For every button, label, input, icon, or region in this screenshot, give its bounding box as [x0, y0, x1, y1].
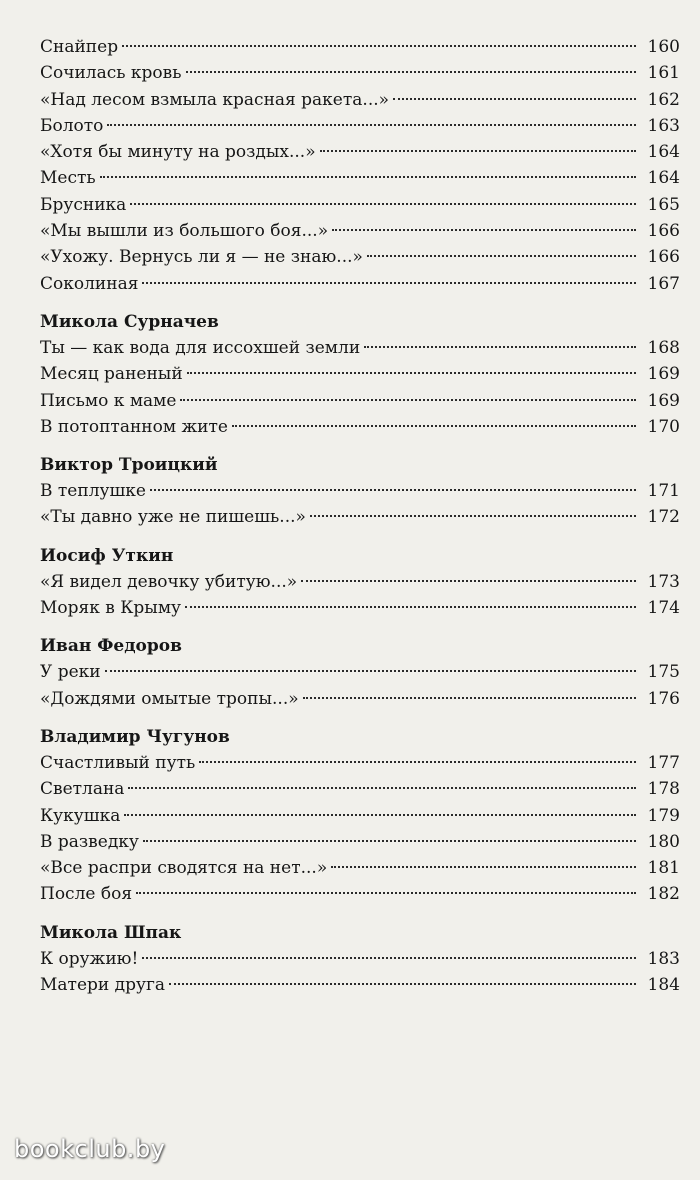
entry-title: Снайпер [40, 37, 119, 57]
dot-leader [180, 399, 636, 401]
page-number: 183 [647, 948, 680, 969]
entry-title: «Ухожу. Вернусь ли я — не знаю...» [40, 247, 363, 268]
entry-title: «Все распри сводятся на нет...» [40, 858, 328, 879]
entry-title: Матери друга [40, 975, 166, 996]
toc-entry [40, 218, 680, 244]
toc-entry [40, 388, 680, 414]
entry-title: Кукушка [40, 805, 121, 826]
dot-leader [124, 814, 636, 816]
entry-title: «Дождями омытые тропы...» [40, 688, 299, 709]
page-number: 171 [647, 481, 680, 502]
dot-leader [169, 983, 636, 985]
page-number: 175 [647, 662, 680, 683]
dot-leader [393, 98, 636, 100]
entry-title: «Над лесом взмыла красная ракета...» [40, 89, 390, 110]
entry-title: Соколиная [40, 273, 139, 294]
dot-leader [100, 176, 636, 178]
dot-leader [143, 840, 636, 842]
page-number: 180 [647, 831, 680, 852]
toc-entry [40, 192, 680, 218]
author-heading: Микола Шпак [40, 922, 182, 943]
author-heading: Микола Сурначев [40, 311, 219, 332]
author-heading: Иосиф Уткин [40, 545, 174, 566]
dot-leader [199, 761, 636, 763]
page-number: 162 [647, 89, 680, 110]
toc-entry [40, 60, 680, 86]
entry-title: Счастливый путь [40, 752, 196, 773]
toc-entry [40, 776, 680, 802]
page-number: 169 [647, 390, 680, 411]
dot-leader [232, 425, 636, 427]
toc-entry [40, 113, 680, 139]
dot-leader [150, 489, 636, 491]
dot-leader [142, 282, 636, 284]
page-number: 170 [647, 416, 680, 437]
page-number: 168 [647, 337, 680, 358]
page-number: 169 [647, 364, 680, 385]
toc-entry [40, 139, 680, 165]
page-number: 181 [647, 858, 680, 879]
page-number: 179 [647, 805, 680, 826]
page-number: 174 [647, 598, 680, 619]
dot-leader [142, 957, 636, 959]
toc-entry [40, 87, 680, 113]
toc-entry [40, 829, 680, 855]
entry-title: Брусника [40, 194, 127, 215]
entry-title: Моряк в Крыму [40, 598, 182, 619]
page-number: 177 [647, 752, 680, 773]
page-number: 166 [647, 247, 680, 268]
dot-leader [332, 229, 636, 231]
entry-title: «Хотя бы минуту на роздых...» [40, 142, 316, 163]
entry-title: «Ты давно уже не пишешь...» [40, 507, 306, 528]
toc-entry [40, 659, 680, 685]
toc-entry [40, 165, 680, 191]
dot-leader [301, 580, 636, 582]
toc-entry [40, 972, 680, 998]
entry-title: Месть [40, 168, 96, 189]
dot-leader [320, 150, 636, 152]
entry-title: Месяц раненый [40, 364, 183, 385]
entry-title: К оружию! [40, 948, 139, 969]
dot-leader [128, 787, 636, 789]
dot-leader [367, 255, 636, 257]
entry-title: Светлана [40, 779, 125, 800]
dot-leader [364, 346, 636, 348]
dot-leader [122, 45, 636, 47]
page-number: 172 [647, 507, 680, 528]
toc-entry [40, 881, 680, 907]
dot-leader [303, 697, 636, 699]
page-number: 164 [647, 168, 680, 189]
toc-entry [40, 271, 680, 297]
dot-leader [331, 866, 636, 868]
page-number: 161 [647, 63, 680, 84]
dot-leader [186, 71, 637, 73]
entry-title: У реки [40, 662, 101, 683]
toc-entry [40, 569, 680, 595]
table-of-contents [40, 34, 680, 998]
toc-entry [40, 686, 680, 712]
watermark: bookclub.by [14, 1135, 166, 1163]
toc-entry [40, 414, 680, 440]
author-heading: Виктор Троицкий [40, 455, 218, 476]
toc-entry [40, 595, 680, 621]
toc-entry [40, 750, 680, 776]
dot-leader [136, 892, 636, 894]
page-number: 165 [647, 194, 680, 215]
dot-leader [185, 606, 636, 608]
entry-title: «Я видел девочку убитую...» [40, 571, 298, 592]
toc-entry [40, 803, 680, 829]
toc-entry [40, 361, 680, 387]
entry-title: Болото [40, 115, 104, 136]
entry-title: «Мы вышли из большого боя...» [40, 221, 329, 242]
toc-entry [40, 335, 680, 361]
page-number: 164 [647, 142, 680, 163]
author-heading: Владимир Чугунов [40, 726, 230, 747]
page-number: 178 [647, 779, 680, 800]
toc-entry [40, 244, 680, 270]
entry-title: После боя [40, 884, 133, 905]
toc-entry [40, 478, 680, 504]
entry-title: Ты — как вода для иссохшей земли [40, 337, 361, 358]
entry-title: В разведку [40, 831, 139, 852]
dot-leader [107, 124, 636, 126]
toc-entry [40, 946, 680, 972]
toc-entry [40, 34, 680, 60]
entry-title: Письмо к маме [40, 390, 177, 411]
page-number: 176 [647, 688, 680, 709]
toc-entry [40, 504, 680, 530]
page-number: 173 [647, 571, 680, 592]
page-number: 163 [647, 115, 680, 136]
entry-title: Сочилась кровь [40, 63, 182, 84]
entry-title: В теплушке [40, 481, 146, 502]
page-number: 160 [647, 37, 680, 57]
page-number: 182 [647, 884, 680, 905]
author-heading: Иван Федоров [40, 636, 182, 657]
dot-leader [187, 372, 636, 374]
page-number: 184 [647, 975, 680, 996]
dot-leader [105, 670, 636, 672]
entry-title: В потоптанном жите [40, 416, 228, 437]
dot-leader [310, 515, 636, 517]
toc-entry [40, 855, 680, 881]
dot-leader [130, 203, 636, 205]
page-number: 166 [647, 221, 680, 242]
page-number: 167 [647, 273, 680, 294]
